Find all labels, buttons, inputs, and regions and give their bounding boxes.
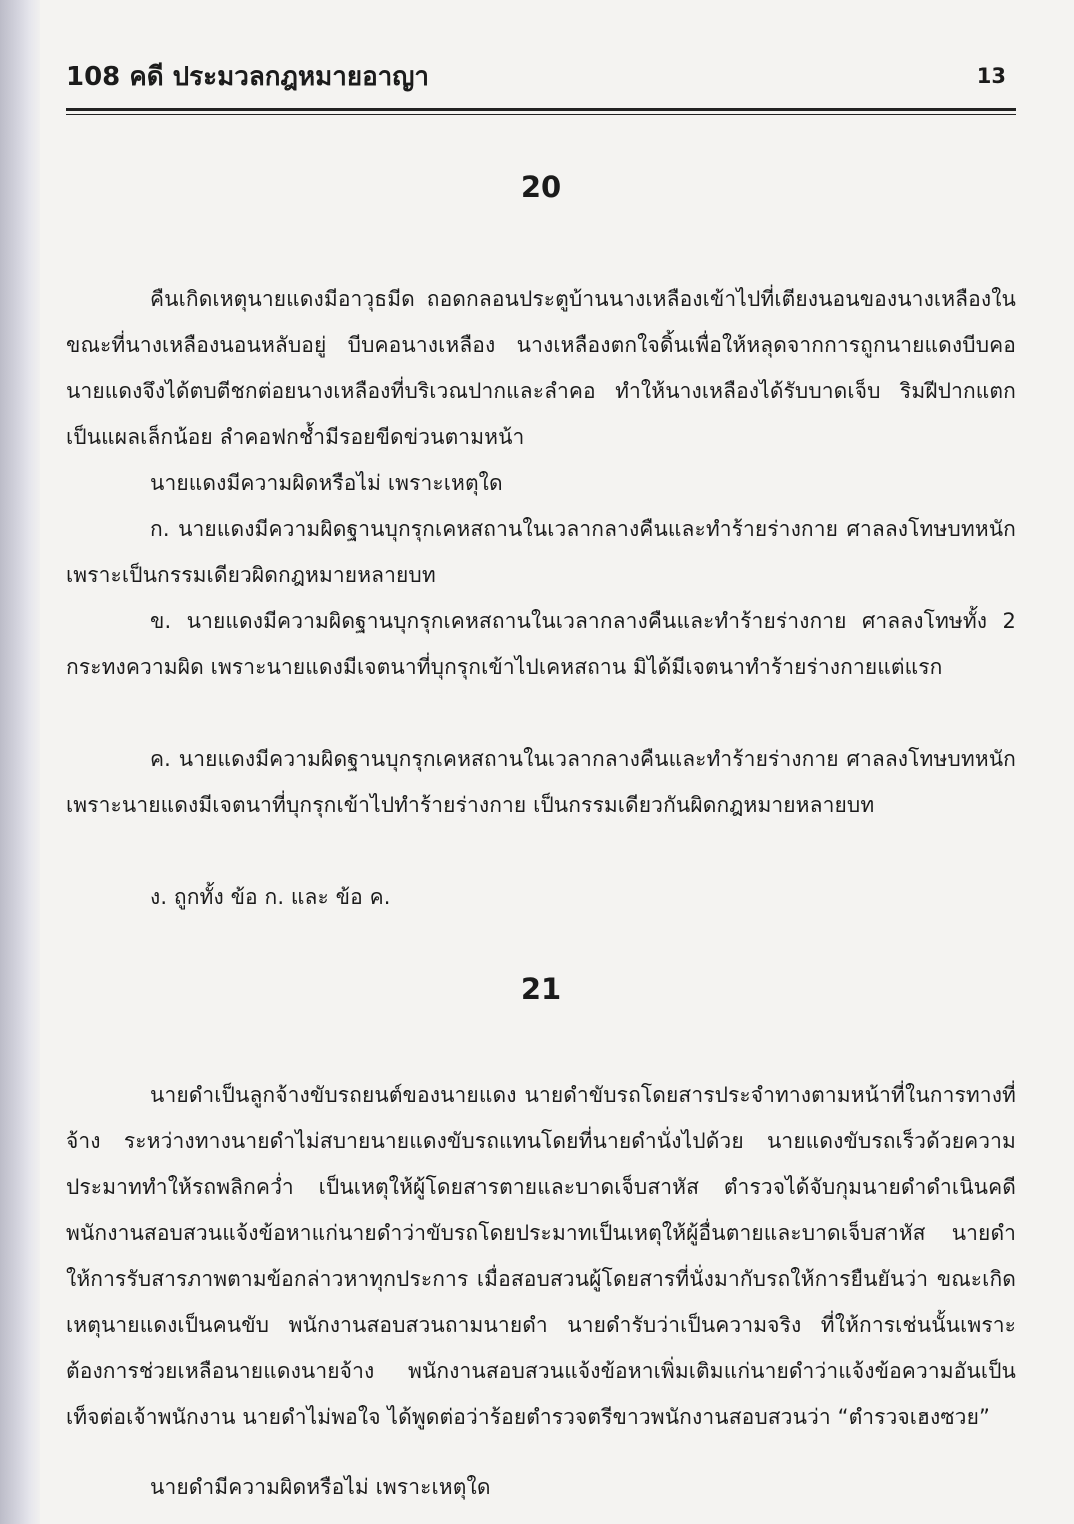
running-header-title: 108 คดี ประมวลกฎหมายอาญา [66, 62, 430, 92]
question-20-choice-b: ข. นายแดงมีความผิดฐานบุกรุกเคหสถานในเวลากลางคืนและทำร้ายร่างกาย ศาลลงโทษทั้ง 2 กระทงความผิด เพราะนายแดงมีเจตนาที่บุกรุกเข้าไปเคหสถาน มิได้มีเจตนาทำร้ายร่างกายแต่แรก [66, 609, 1016, 679]
page-number: 13 [976, 64, 1006, 88]
question-21-prompt: นายดำมีความผิดหรือไม่ เพราะเหตุใด [150, 1475, 491, 1499]
question-21-number: 21 [520, 972, 562, 1006]
question-21-facts: นายดำเป็นลูกจ้างขับรถยนต์ของนายแดง นายดำขับรถโดยสารประจำทางตามหน้าที่ในการทางที่จ้าง ระหว่างทางนายดำไม่สบายนายแดงขับรถแทนโดยที่นายดำนั่งไปด้วย นายแดงขับรถเร็วด้วยความประมาททำให้รถพลิกคว่ำ เป็นเหตุให้ผู้โดยสารตายและบาดเจ็บสาหัส ตำรวจได้จับกุมนายดำดำเนินคดี พนักงานสอบสวนแจ้งข้อหาแก่นายดำว่าขับรถโดยประมาทเป็นเหตุให้ผู้อื่นตายและบาดเจ็บสาหัส นายดำให้การรับสารภาพตามข้อกล่าวหาทุกประการ เมื่อสอบสวนผู้โดยสารที่นั่งมากับรถให้การยืนยันว่า ขณะเกิดเหตุนายแดงเป็นคนขับ พนักงานสอบสวนถามนายดำ นายดำรับว่าเป็นความจริง ที่ให้การเช่นนั้นเพราะต้องการช่วยเหลือนายแดงนายจ้าง พนักงานสอบสวนแจ้งข้อหาเพิ่มเติมแก่นายดำว่าแจ้งข้อความอันเป็นเท็จต่อเจ้าพนักงาน นายดำไม่พอใจ ได้พูดต่อว่าร้อยตำรวจตรีขาวพนักงานสอบสวนว่า “ตำรวจเฮงซวย” [66, 1083, 1016, 1429]
question-20-number: 20 [520, 170, 562, 204]
question-20-choice-a: ก. นายแดงมีความผิดฐานบุกรุกเคหสถานในเวลากลางคืนและทำร้ายร่างกาย ศาลลงโทษบทหนัก เพราะเป็นกรรมเดียวผิดกฎหมายหลายบท [66, 517, 1016, 587]
book-page [66, 0, 1016, 1524]
header-rule-thick [66, 108, 1016, 111]
header-rule-thin [66, 114, 1016, 115]
question-20-prompt: นายแดงมีความผิดหรือไม่ เพราะเหตุใด [150, 471, 503, 495]
book-binding-shadow [0, 0, 40, 1524]
question-20-choice-c: ค. นายแดงมีความผิดฐานบุกรุกเคหสถานในเวลากลางคืนและทำร้ายร่างกาย ศาลลงโทษบทหนัก เพราะนายแดงมีเจตนาที่บุกรุกเข้าไปทำร้ายร่างกาย เป็นกรรมเดียวกันผิดกฎหมายหลายบท [66, 747, 1016, 817]
question-20-facts: คืนเกิดเหตุนายแดงมีอาวุธมีด ถอดกลอนประตูบ้านนางเหลืองเข้าไปที่เตียงนอนของนางเหลืองในขณะที่นางเหลืองนอนหลับอยู่ บีบคอนางเหลือง นางเหลืองตกใจดิ้นเพื่อให้หลุดจากการถูกนายแดงบีบคอ นายแดงจึงได้ตบตีชกต่อยนางเหลืองที่บริเวณปากและลำคอ ทำให้นางเหลืองได้รับบาดเจ็บ ริมฝีปากแตกเป็นแผลเล็กน้อย ลำคอฟกช้ำมีรอยขีดข่วนตามหน้า [66, 287, 1016, 449]
question-20-choice-d: ง. ถูกทั้ง ข้อ ก. และ ข้อ ค. [150, 885, 391, 909]
